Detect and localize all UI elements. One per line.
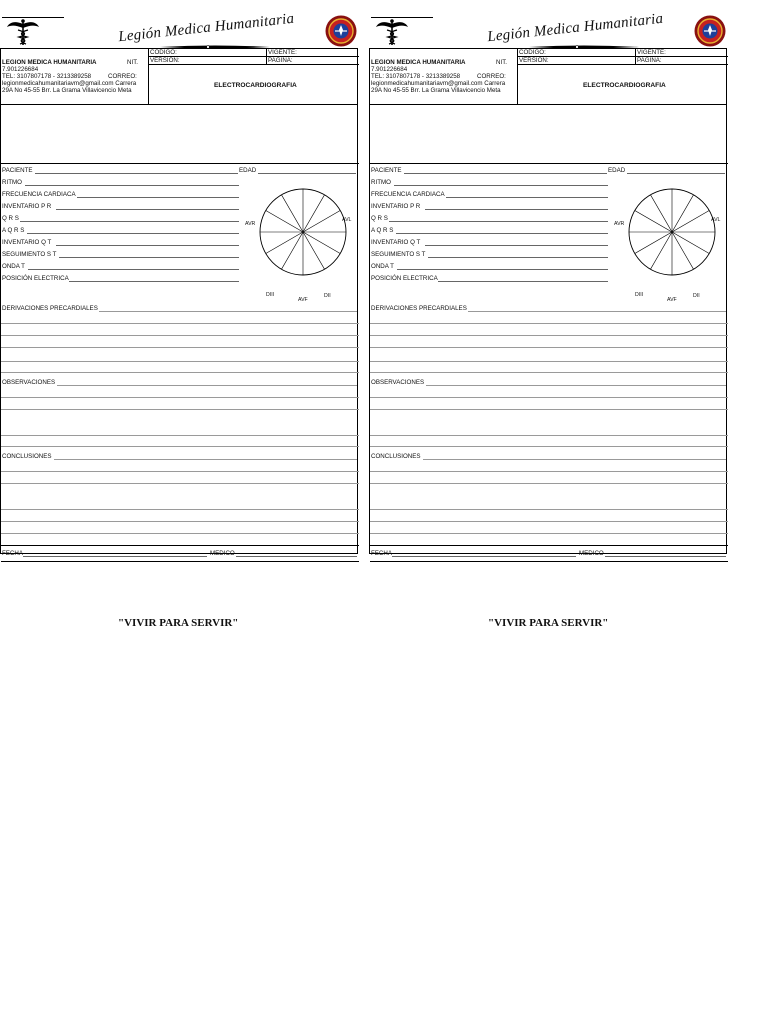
medico-label: MEDICO — [210, 550, 235, 557]
inv-pr-line[interactable] — [425, 209, 608, 210]
lead-avr: AVR — [614, 221, 625, 227]
ruled-line[interactable] — [1, 372, 359, 373]
ruled-line[interactable] — [370, 435, 728, 436]
ruled-line[interactable] — [370, 372, 728, 373]
lead-avl: AVL — [342, 217, 352, 223]
fecha-label: FECHA — [2, 550, 23, 557]
seg-st-line[interactable] — [428, 257, 608, 258]
footer-divider — [370, 561, 728, 562]
ruled-line[interactable] — [1, 335, 359, 336]
codigo-label: CODIGO: — [150, 49, 177, 56]
edad-line[interactable] — [627, 173, 725, 174]
inv-qt-label: INVENTARIO Q T — [2, 239, 52, 246]
paciente-line[interactable] — [35, 173, 238, 174]
lead-avl: AVL — [711, 217, 721, 223]
aqrs-line[interactable] — [396, 233, 608, 234]
lead-diii: DIII — [635, 292, 644, 298]
posicion-label: POSICIÓN ELECTRICA — [371, 275, 438, 282]
seg-st-line[interactable] — [59, 257, 239, 258]
codigo-label: CODIGO: — [519, 49, 546, 56]
edad-line[interactable] — [258, 173, 356, 174]
conclusiones-line[interactable] — [54, 459, 357, 460]
derivaciones-label: DERIVACIONES PRECARDIALES — [371, 305, 467, 312]
ruled-line[interactable] — [370, 509, 728, 510]
onda-t-label: ONDA T — [371, 263, 394, 270]
email-line: legionmedicahumanitariavm@gmail.com Carrera — [371, 80, 506, 87]
motto-right: "VIVIR PARA SERVIR" — [488, 617, 609, 629]
org-name: LEGION MEDICA HUMANITARIA — [2, 59, 97, 66]
ruled-line[interactable] — [370, 521, 728, 522]
correo-label: CORREO: — [108, 73, 137, 80]
qrs-label: Q R S — [371, 215, 388, 222]
version-label: VERSION: — [519, 57, 549, 64]
pagina-label: PAGINA: — [637, 57, 662, 64]
emblem-seal-icon — [693, 14, 727, 48]
seg-st-label: SEGUIMIENTO S T — [2, 251, 57, 258]
vigente-label: VIGENTE: — [268, 49, 297, 56]
ruled-line[interactable] — [370, 361, 728, 362]
ruled-line[interactable] — [370, 471, 728, 472]
ruled-line[interactable] — [370, 483, 728, 484]
ritmo-line[interactable] — [25, 185, 239, 186]
form-title: ELECTROCARDIOGRAFIA — [214, 82, 297, 89]
ecg-form-right — [369, 10, 729, 557]
edad-label: EDAD — [239, 167, 257, 174]
form-header-logos — [369, 10, 729, 48]
nit-value: 7.901226684 — [371, 66, 408, 73]
aqrs-label: A Q R S — [2, 227, 25, 234]
ritmo-label: RITMO — [371, 179, 391, 186]
vigente-label: VIGENTE: — [637, 49, 666, 56]
ruled-line[interactable] — [1, 471, 359, 472]
ritmo-line[interactable] — [394, 185, 608, 186]
ruled-line[interactable] — [1, 509, 359, 510]
caduceus-icon — [375, 18, 409, 46]
nit-label: NIT. — [496, 59, 507, 66]
section-divider — [370, 163, 728, 164]
ruled-line[interactable] — [1, 409, 359, 410]
conclusiones-label: CONCLUSIONES — [371, 453, 421, 460]
conclusiones-label: CONCLUSIONES — [2, 453, 52, 460]
derivaciones-label: DERIVACIONES PRECARDIALES — [2, 305, 98, 312]
ruled-line[interactable] — [1, 483, 359, 484]
seg-st-label: SEGUIMIENTO S T — [371, 251, 426, 258]
footer-divider — [1, 545, 359, 546]
ruled-line[interactable] — [1, 435, 359, 436]
inv-qt-line[interactable] — [56, 245, 239, 246]
medico-label: MEDICO — [579, 550, 604, 557]
medico-line[interactable] — [605, 556, 726, 557]
ruled-line[interactable] — [1, 533, 359, 534]
frecuencia-line[interactable] — [77, 197, 239, 198]
frecuencia-line[interactable] — [446, 197, 608, 198]
ritmo-label: RITMO — [2, 179, 22, 186]
inv-qt-line[interactable] — [425, 245, 608, 246]
form-body — [369, 104, 727, 557]
fecha-line[interactable] — [23, 556, 207, 557]
inv-pr-label: INVENTARIO P R — [2, 203, 52, 210]
lead-diii: DIII — [266, 292, 275, 298]
lead-dii: DII — [693, 293, 700, 299]
paciente-label: PACIENTE — [371, 167, 402, 174]
version-label: VERSION: — [150, 57, 180, 64]
ruled-line[interactable] — [370, 323, 728, 324]
derivaciones-line[interactable] — [99, 311, 357, 312]
lead-avf: AVF — [667, 297, 677, 303]
ruled-line[interactable] — [370, 335, 728, 336]
ruled-line[interactable] — [370, 533, 728, 534]
motto-left: "VIVIR PARA SERVIR" — [118, 617, 239, 629]
fecha-label: FECHA — [371, 550, 392, 557]
observaciones-line[interactable] — [426, 385, 726, 386]
inv-pr-label: INVENTARIO P R — [371, 203, 421, 210]
footer-divider — [370, 545, 728, 546]
header-divider — [148, 64, 359, 65]
header-divider — [266, 48, 267, 65]
conclusiones-line[interactable] — [423, 459, 726, 460]
form-title: ELECTROCARDIOGRAFIA — [583, 82, 666, 89]
ruled-line[interactable] — [1, 446, 359, 447]
header-table — [369, 48, 727, 105]
ruled-line[interactable] — [370, 446, 728, 447]
observaciones-label: OBSERVACIONES — [371, 379, 425, 386]
ecg-form-left — [0, 10, 360, 557]
inv-pr-line[interactable] — [56, 209, 239, 210]
observaciones-line[interactable] — [57, 385, 357, 386]
derivaciones-line[interactable] — [468, 311, 726, 312]
form-body — [0, 104, 358, 557]
ruled-line[interactable] — [370, 347, 728, 348]
emblem-seal-icon — [324, 14, 358, 48]
address-line: 29A No 45-55 Brr. La Grama Villavicencio Meta — [2, 87, 132, 94]
observaciones-label: OBSERVACIONES — [2, 379, 56, 386]
inv-qt-label: INVENTARIO Q T — [371, 239, 421, 246]
posicion-label: POSICIÓN ELECTRICA — [2, 275, 69, 282]
qrs-line[interactable] — [389, 221, 608, 222]
posicion-line[interactable] — [438, 281, 608, 282]
onda-t-line[interactable] — [397, 269, 608, 270]
frecuencia-label: FRECUENCIA CARDIACA — [371, 191, 445, 198]
paciente-label: PACIENTE — [2, 167, 33, 174]
form-header-logos — [0, 10, 360, 48]
ruled-line[interactable] — [1, 347, 359, 348]
hexaxial-wheel — [258, 187, 348, 277]
address-line: 29A No 45-55 Brr. La Grama Villavicencio Meta — [371, 87, 501, 94]
lead-avr: AVR — [245, 221, 256, 227]
nit-label: NIT. — [127, 59, 138, 66]
email-line: legionmedicahumanitariavm@gmail.com Carrera — [2, 80, 137, 87]
edad-label: EDAD — [608, 167, 626, 174]
onda-t-label: ONDA T — [2, 263, 25, 270]
ruled-line[interactable] — [370, 397, 728, 398]
brand-wordmark: Legión Medica Humanitaria — [486, 10, 664, 46]
caduceus-icon — [6, 18, 40, 46]
ruled-line[interactable] — [1, 361, 359, 362]
header-table — [0, 48, 358, 105]
ruled-line[interactable] — [1, 323, 359, 324]
onda-t-line[interactable] — [28, 269, 239, 270]
qrs-line[interactable] — [20, 221, 239, 222]
pagina-label: PAGINA: — [268, 57, 293, 64]
qrs-label: Q R S — [2, 215, 19, 222]
fecha-line[interactable] — [392, 556, 576, 557]
aqrs-line[interactable] — [27, 233, 239, 234]
paciente-line[interactable] — [404, 173, 607, 174]
footer-divider — [1, 561, 359, 562]
header-divider — [517, 64, 728, 65]
frecuencia-label: FRECUENCIA CARDIACA — [2, 191, 76, 198]
aqrs-label: A Q R S — [371, 227, 394, 234]
nit-value: 7.901226684 — [2, 66, 39, 73]
header-divider — [635, 48, 636, 65]
hexaxial-wheel — [627, 187, 717, 277]
lead-avf: AVF — [298, 297, 308, 303]
tel-line: TEL: 3107807178 - 3213389258 — [371, 73, 461, 80]
medico-line[interactable] — [236, 556, 357, 557]
ruled-line[interactable] — [370, 409, 728, 410]
brand-wordmark: Legión Medica Humanitaria — [117, 10, 295, 46]
section-divider — [1, 163, 359, 164]
org-name: LEGION MEDICA HUMANITARIA — [371, 59, 466, 66]
tel-line: TEL: 3107807178 - 3213389258 — [2, 73, 92, 80]
ruled-line[interactable] — [1, 397, 359, 398]
posicion-line[interactable] — [69, 281, 239, 282]
lead-dii: DII — [324, 293, 331, 299]
correo-label: CORREO: — [477, 73, 506, 80]
ruled-line[interactable] — [1, 521, 359, 522]
